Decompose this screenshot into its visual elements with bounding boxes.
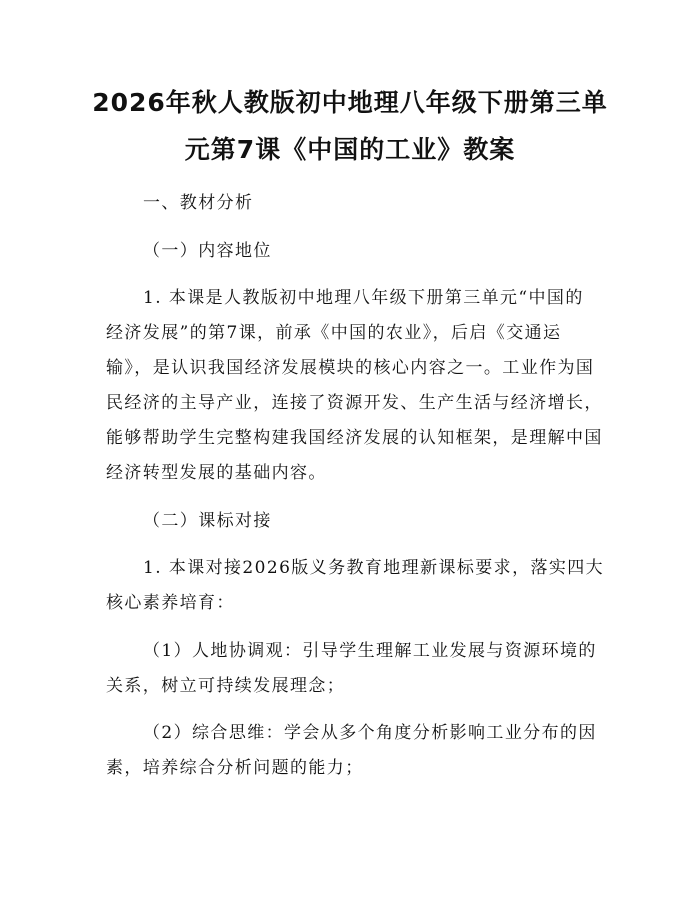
subsection-heading-curriculum-alignment: （二）课标对接 (143, 511, 272, 531)
paragraph-1-line-6: 经济转型发展的基础内容。 (106, 463, 327, 483)
document-title-line-1: 2026年秋人教版初中地理八年级下册第三单 (92, 88, 608, 117)
paragraph-1-line-2: 经济发展”的第7课，前承《中国的农业》，后启《交通运 (106, 323, 562, 343)
list-item-1-line-1: （1）人地协调观：引导学生理解工业发展与资源环境的 (143, 641, 597, 661)
paragraph-2-line-1: 1. 本课对接2026版义务教育地理新课标要求，落实四大 (143, 558, 605, 578)
section-heading-textbook-analysis: 一、教材分析 (143, 193, 254, 213)
subsection-heading-content-position: （一）内容地位 (143, 241, 272, 261)
list-item-2-line-2: 素，培养综合分析问题的能力； (106, 758, 364, 778)
paragraph-1-line-3: 输》，是认识我国经济发展模块的核心内容之一。工业作为国 (106, 358, 595, 378)
paragraph-2-line-2: 核心素养培育： (106, 593, 235, 613)
paragraph-1-line-5: 能够帮助学生完整构建我国经济发展的认知框架，是理解中国 (106, 428, 603, 448)
paragraph-1-line-4: 民经济的主导产业，连接了资源开发、生产生活与经济增长， (106, 393, 603, 413)
list-item-1-line-2: 关系，树立可持续发展理念； (106, 676, 346, 696)
list-item-2-line-1: （2）综合思维：学会从多个角度分析影响工业分布的因 (143, 723, 597, 743)
document-title-line-2: 元第7课《中国的工业》教案 (184, 135, 516, 164)
paragraph-1-line-1: 1. 本课是人教版初中地理八年级下册第三单元“中国的 (143, 288, 584, 308)
